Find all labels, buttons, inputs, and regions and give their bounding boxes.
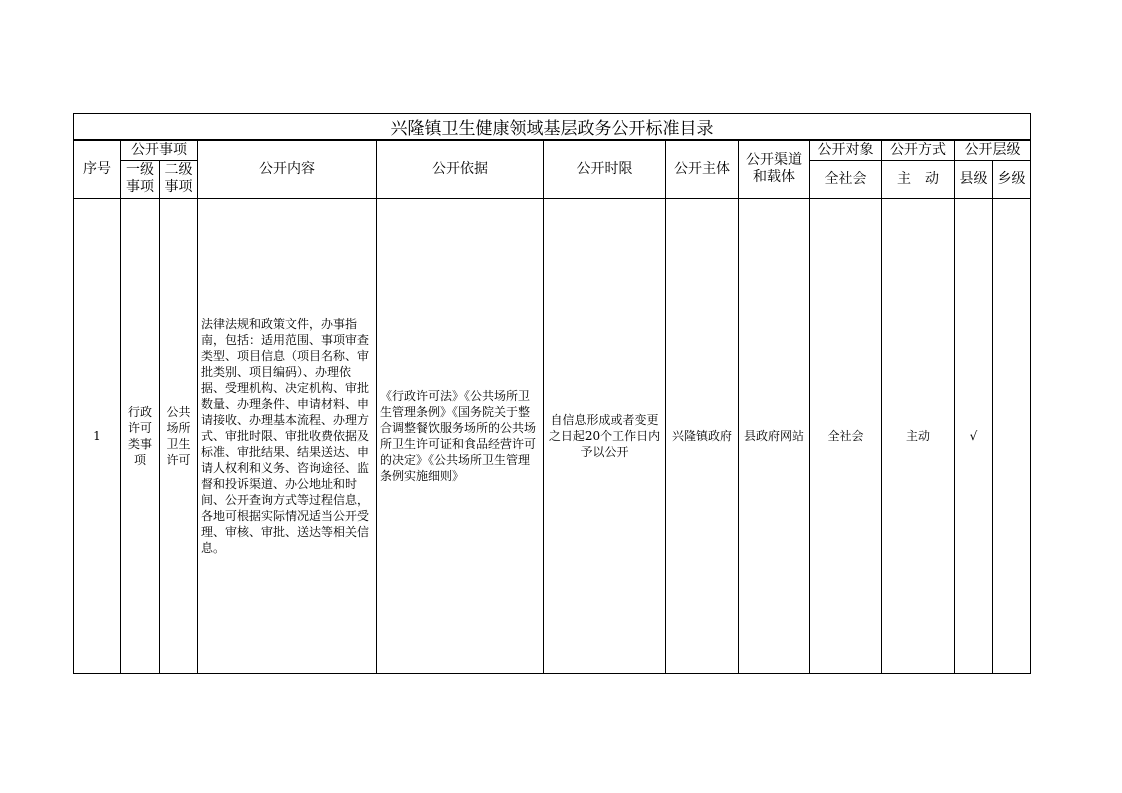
- cell-seq: 1: [74, 198, 121, 673]
- header-item-group: 公开事项: [121, 140, 198, 160]
- catalog-table: [73, 113, 1031, 674]
- header-township: 乡级: [993, 160, 1031, 198]
- cell-channel: 县政府网站: [739, 198, 810, 673]
- table-title: 兴隆镇卫生健康领域基层政务公开标准目录: [74, 114, 1031, 141]
- header-subject: 公开主体: [666, 140, 739, 198]
- header-content: 公开内容: [198, 140, 377, 198]
- cell-target: 全社会: [810, 198, 882, 673]
- header-time-limit: 公开时限: [544, 140, 666, 198]
- header-basis: 公开依据: [377, 140, 544, 198]
- cell-level1: 行政许可类事项: [121, 198, 160, 673]
- cell-content: 法律法规和政策文件，办事指南，包括：适用范围、事项审查类型、项目信息（项目名称、审批类别、项目编码）、办理依据、受理机构、决定机构、审批数量、办理条件、申请材料、申请接收、办理基本流程、办理方式、审批时限、审批收费依据及标准、审批结果、结果送达、申请人权利和义务、咨询途径、监督和投诉渠道、办公地址和时间、公开查询方式等过程信息，各地可根据实际情况适当公开受理、审核、审批、送达等相关信息。: [198, 198, 377, 673]
- header-channel: 公开渠道和载体: [739, 140, 810, 198]
- header-target-group: 公开对象: [810, 140, 882, 160]
- cell-basis: 《行政许可法》《公共场所卫生管理条例》《国务院关于整合调整餐饮服务场所的公共场所卫生许可证和食品经营许可的决定》《公共场所卫生管理条例实施细则》: [377, 198, 544, 673]
- header-level2: 二级事项: [160, 160, 198, 198]
- cell-level2: 公共场所卫生许可: [160, 198, 198, 673]
- header-county: 县级: [955, 160, 993, 198]
- cell-method: 主动: [882, 198, 955, 673]
- header-method-active: 主 动: [882, 160, 955, 198]
- header-seq: 序号: [74, 140, 121, 198]
- header-target-all: 全社会: [810, 160, 882, 198]
- header-method-group: 公开方式: [882, 140, 955, 160]
- table-row: [74, 198, 1031, 673]
- header-layer-group: 公开层级: [955, 140, 1031, 160]
- cell-time-limit: 自信息形成或者变更之日起20个工作日内予以公开: [544, 198, 666, 673]
- header-level1: 一级事项: [121, 160, 160, 198]
- cell-subject: 兴隆镇政府: [666, 198, 739, 673]
- cell-county-check: √: [955, 198, 993, 673]
- cell-township-check: [993, 198, 1031, 673]
